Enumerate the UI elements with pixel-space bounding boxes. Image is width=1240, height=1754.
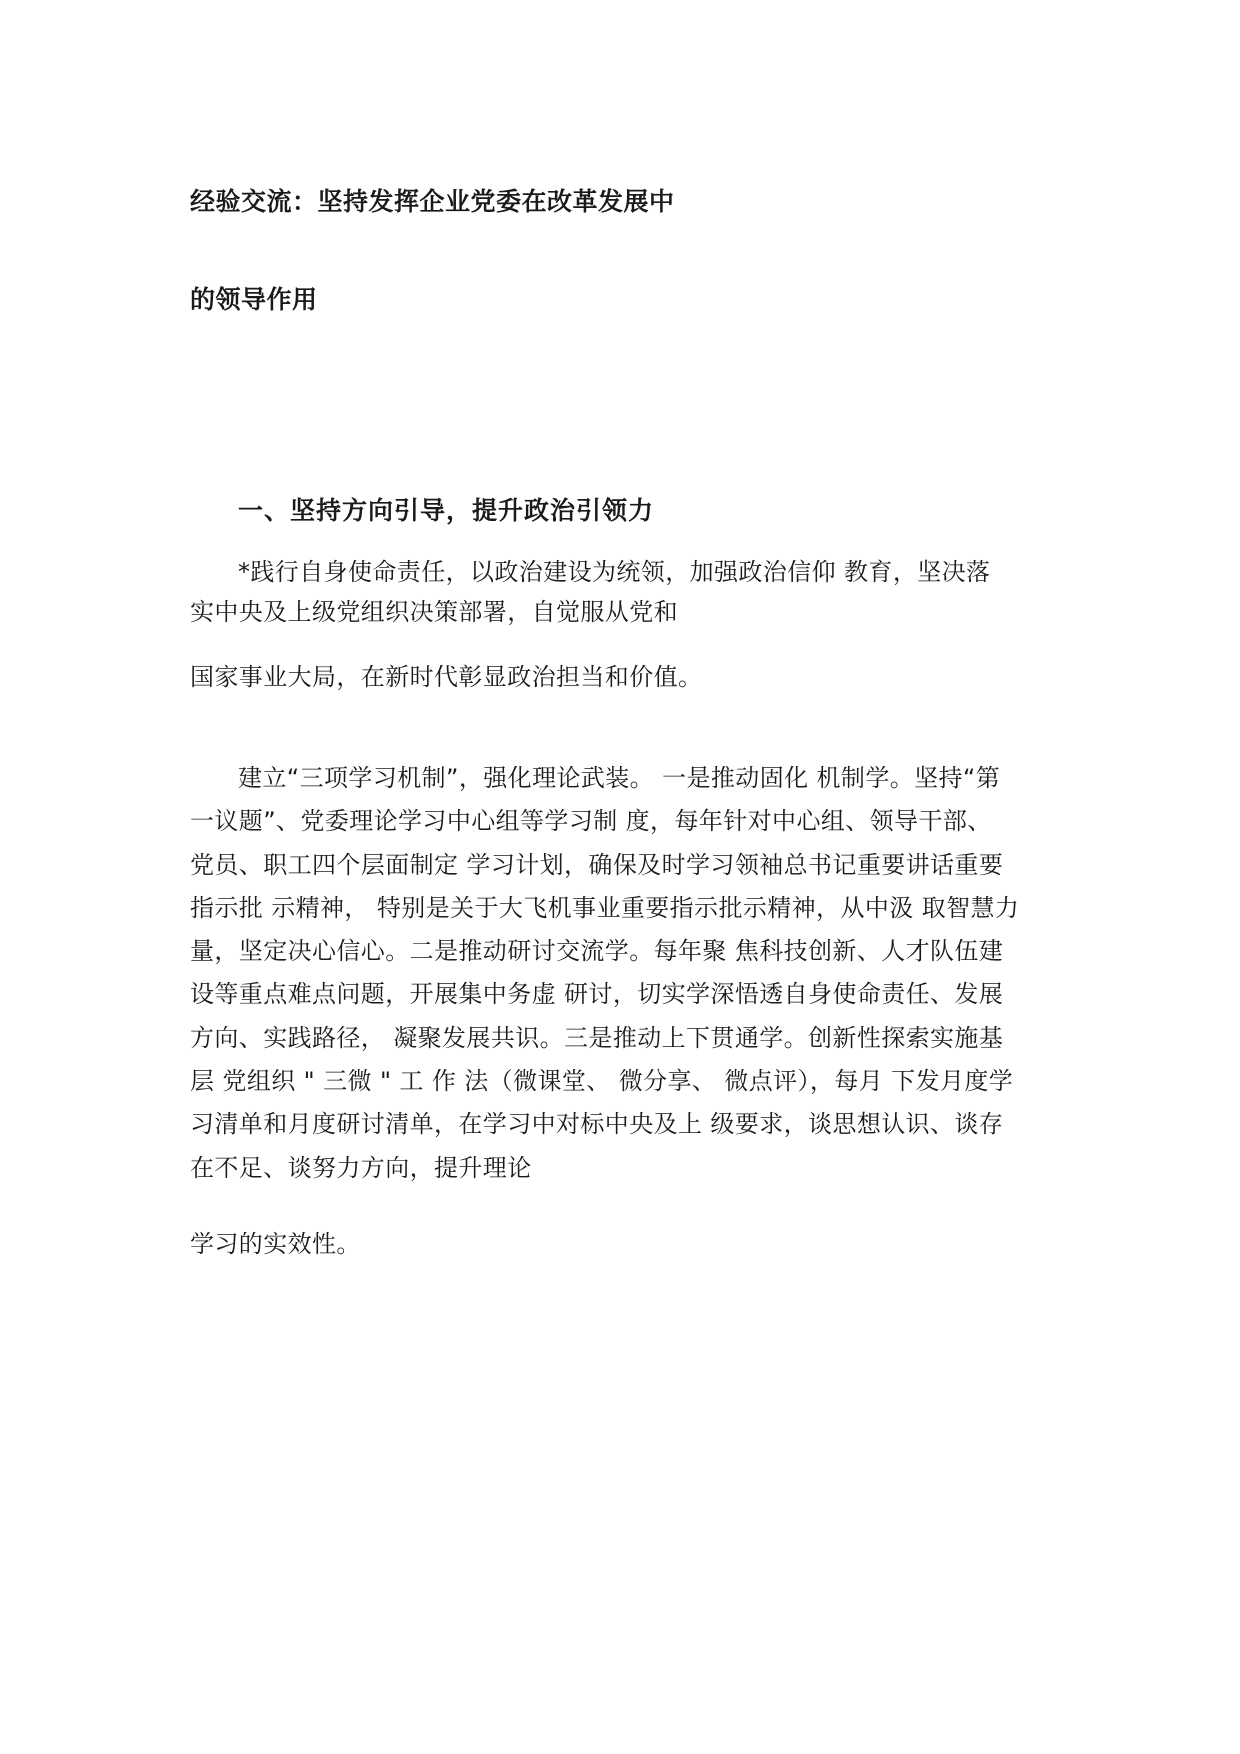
paragraph-2 bbox=[190, 758, 1019, 1191]
paragraph-1-line: 实中央及上级党组织决策部署，自觉服从党和 bbox=[190, 598, 678, 626]
paragraph-2-tail: 学习的实效性。 bbox=[190, 1230, 361, 1258]
paragraph-1-line: *践行自身使命责任，以政治建设为统领，加强政治信仰 教育，坚决落 bbox=[238, 558, 991, 586]
paragraph-2-line: 指示批 示精神， 特别是关于大飞机事业重要指示批示精神，从中汲 取智慧力 bbox=[190, 893, 1020, 922]
paragraph-2-line: 习清单和月度研讨清单，在学习中对标中央及上 级要求，谈思想认识、谈存 bbox=[190, 1110, 1004, 1139]
paragraph-2-line: 一议题”、党委理论学习中心组等学习制 度，每年针对中心组、领导干部、 bbox=[190, 807, 992, 836]
section-heading: 一、坚持方向引导，提升政治引领力 bbox=[238, 496, 655, 525]
paragraph-2-line: 层 党组织 " 三微 " 工 作 法（微课堂、 微分享、 微点评），每月 下发月度学 bbox=[190, 1067, 1014, 1096]
document-title-line-2: 的领导作用 bbox=[190, 285, 318, 314]
paragraph-2-line: 党员、职工四个层面制定 学习计划，确保及时学习领袖总书记重要讲话重要 bbox=[190, 850, 1004, 879]
paragraph-2-line: 建立“三项学习机制”，强化理论武装。 一是推动固化 机制学。坚持“第 bbox=[238, 764, 1001, 792]
paragraph-2-line: 方向、实践路径， 凝聚发展共识。三是推动上下贯通学。创新性探索实施基 bbox=[190, 1023, 1004, 1052]
paragraph-2-line: 量，坚定决心信心。二是推动研讨交流学。每年聚 焦科技创新、人才队伍建 bbox=[190, 937, 1004, 966]
paragraph-2-line: 在不足、谈努力方向，提升理论 bbox=[190, 1153, 532, 1182]
paragraph-2-line: 设等重点难点问题，开展集中务虚 研讨，切实学深悟透自身使命责任、发展 bbox=[190, 980, 1004, 1009]
document-title-line-1: 经验交流：坚持发挥企业党委在改革发展中 bbox=[190, 187, 675, 216]
paragraph-1 bbox=[190, 552, 990, 632]
paragraph-1-tail: 国家事业大局，在新时代彰显政治担当和价值。 bbox=[190, 663, 703, 691]
